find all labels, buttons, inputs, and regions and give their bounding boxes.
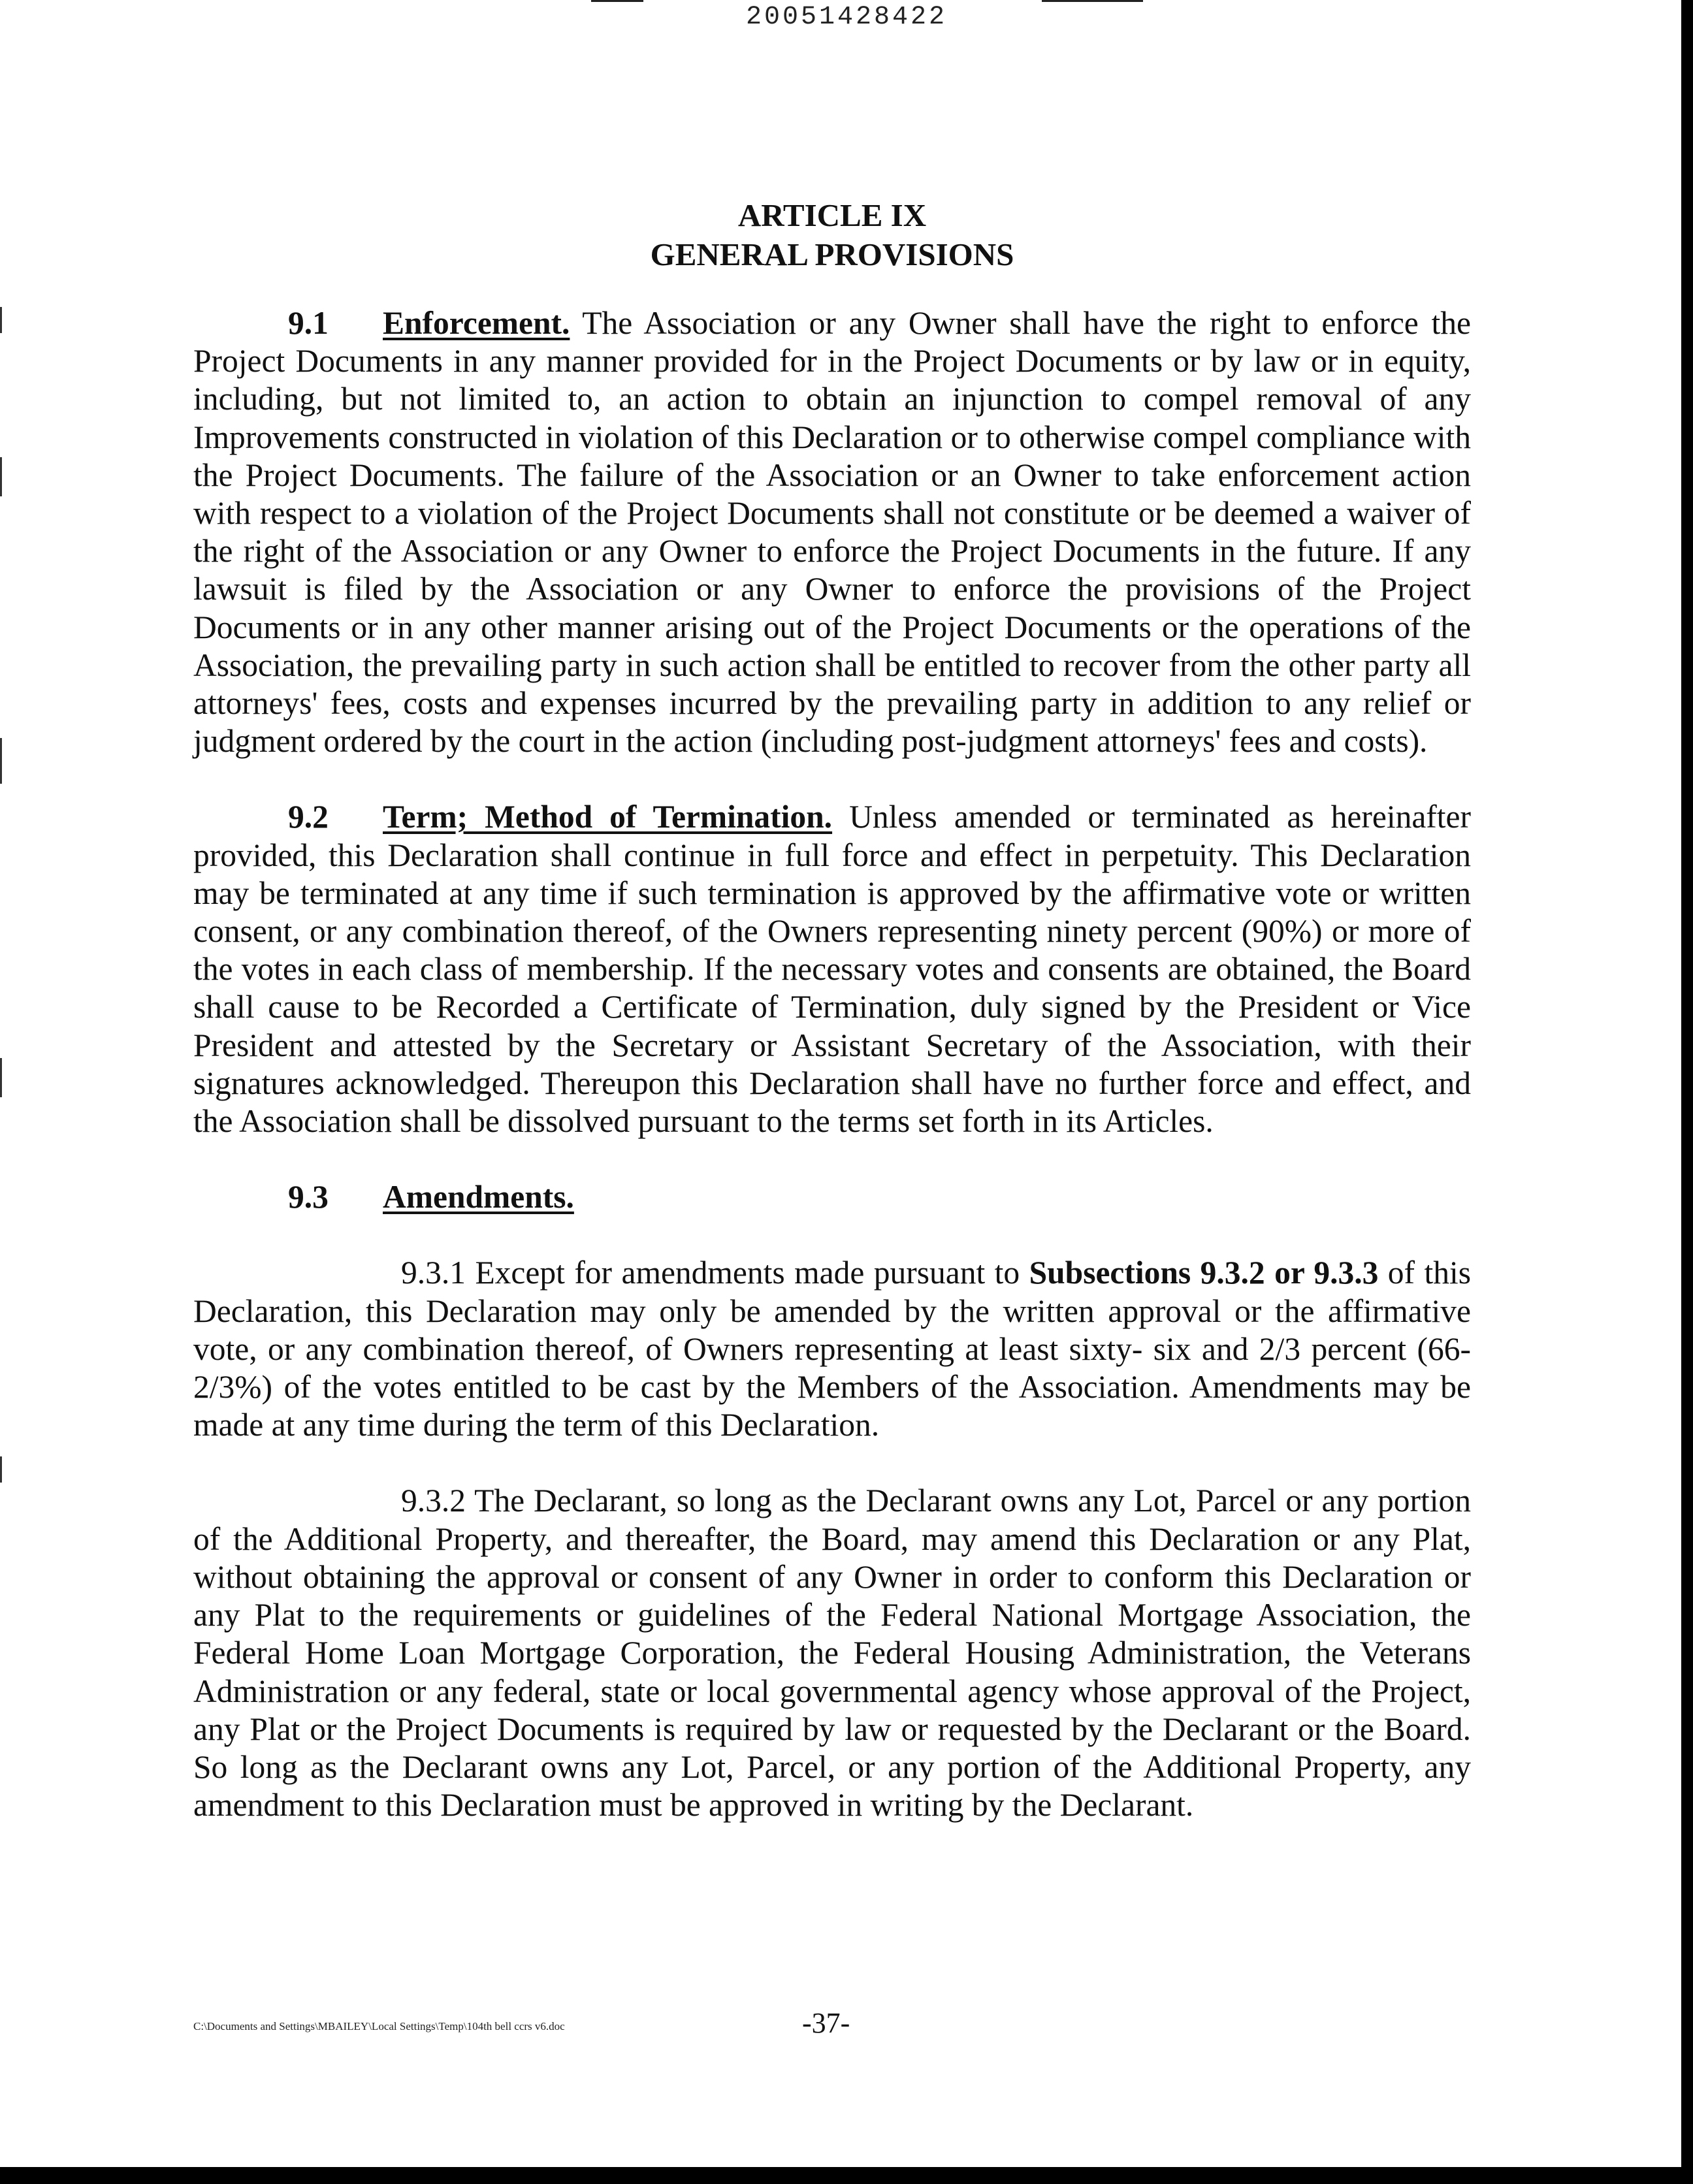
document-id: 20051428422 xyxy=(745,3,948,32)
subsection-lead: 9.3.1 Except for amendments made pursuant to xyxy=(401,1255,1029,1291)
page-number: -37- xyxy=(802,2007,850,2039)
scan-edge-tick xyxy=(0,307,2,333)
section-9-3 xyxy=(193,1178,1471,1216)
footer-file-path: C:\Documents and Settings\MBAILEY\Local Settings\Temp\104th bell ccrs v6.doc xyxy=(193,2020,565,2032)
subsection-reference: Subsections 9.3.2 or 9.3.3 xyxy=(1029,1255,1379,1291)
section-title: Enforcement. xyxy=(383,305,570,341)
scan-border-bottom xyxy=(0,2167,1693,2184)
article-title: GENERAL PROVISIONS xyxy=(650,236,1014,272)
scan-edge-tick xyxy=(0,457,2,496)
scan-border-right xyxy=(1681,0,1693,2184)
section-body: Unless amended or terminated as hereinafter provided, this Declaration shall continue in full force and effect in perpetuity. This Declaration may be terminated at any time if such termination is approved by the affirmative vote or written consent, or any combination thereof, of the Owners representing ninety percent (90%) or more of the votes in each class of membership. If the necessary votes and consents are obtained, the Board shall cause to be Recorded a Certificate of Termination, duly signed by the President or Vice President and attested by the Secretary or Assistant Secretary of the Association, with their signatures acknowledged. Thereupon this Declaration shall have no further force and effect, and the Association shall be dissolved pursuant to the terms set forth in its Articles. xyxy=(193,799,1471,1140)
scan-edge-tick xyxy=(0,738,2,784)
subsection-body: of this Declaration, this Declaration may only be amended by the written approval or the affirmative vote, or any combination thereof, of Owners representing at least sixty- six and 2/3 percent (66-2/3%) of the votes entitled to be cast by the Members of the Association. Amendments may be made at any time during the term of this Declaration. xyxy=(193,1255,1471,1443)
scan-edge-tick xyxy=(0,1058,2,1097)
article-number: ARTICLE IX xyxy=(737,197,927,233)
scan-top-mark-right xyxy=(1042,0,1143,2)
scan-edge-tick xyxy=(0,1456,2,1483)
section-number: 9.1 xyxy=(288,305,329,341)
subsection-9-3-1 xyxy=(193,1254,1471,1444)
section-number: 9.2 xyxy=(288,799,329,835)
subsection-9-3-2 xyxy=(193,1482,1471,1824)
section-body: The Association or any Owner shall have the right to enforce the Project Documents in any manner provided for in the Project Documents or by law or in equity, including, but not limited to, an action to obtain an injunction to compel removal of any Improvements constructed in violation of this Declaration or to otherwise compel compliance with the Project Documents. The failure of the Association or an Owner to take enforcement action with respect to a violation of the Project Documents shall not constitute or be deemed a waiver of the right of the Association or any Owner to enforce the Project Documents in the future. If any lawsuit is filed by the Association or any Owner to enforce the provisions of the Project Documents or in any other manner arising out of the Project Documents or the operations of the Association, the prevailing party in such action shall be entitled to recover from the other party all attorneys' fees, costs and expenses incurred by the prevailing party in addition to any relief or judgment ordered by the court in the action (including post-judgment attorneys' fees and costs). xyxy=(193,305,1471,760)
section-number: 9.3 xyxy=(288,1179,329,1215)
section-9-2 xyxy=(193,798,1471,1140)
section-9-1 xyxy=(193,304,1471,760)
section-title: Term; Method of Termination. xyxy=(383,799,833,835)
section-title: Amendments. xyxy=(383,1179,574,1215)
scan-top-mark-left xyxy=(591,0,643,2)
document-page xyxy=(193,196,1471,1824)
subsection-body: 9.3.2 The Declarant, so long as the Declarant owns any Lot, Parcel or any portion of the Additional Property, and thereafter, the Board, may amend this Declaration or any Plat, without obtaining the approval or consent of any Owner in order to conform this Declaration or any Plat to the requirements or guidelines of the Federal National Mortgage Association, the Federal Home Loan Mortgage Corporation, the Federal Housing Administration, the Veterans Administration or any federal, state or local governmental agency whose approval of the Project, any Plat or the Project Documents is required by law or requested by the Declarant or the Board. So long as the Declarant owns any Lot, Parcel, or any portion of the Additional Property, any amendment to this Declaration must be approved in writing by the Declarant. xyxy=(193,1483,1471,1823)
